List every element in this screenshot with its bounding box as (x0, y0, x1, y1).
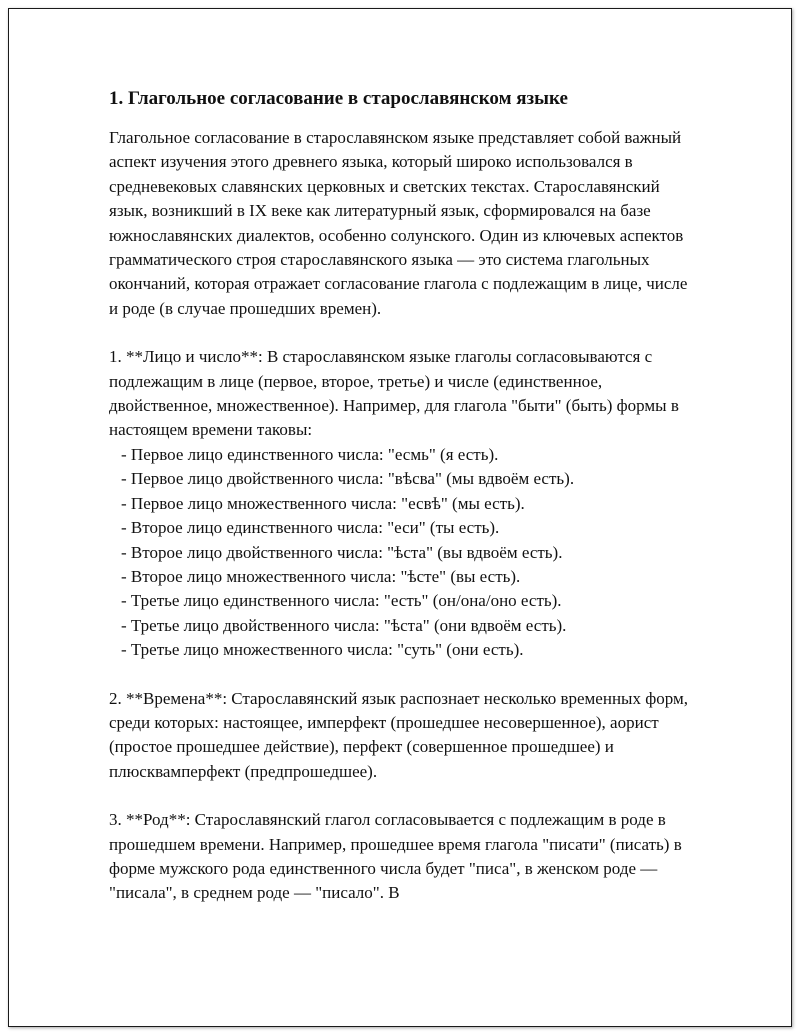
list-item: - Второе лицо единственного числа: "еси" (ты есть). (121, 518, 500, 538)
list-item: - Первое лицо множественного числа: "есвѣ" (мы есть). (121, 493, 525, 513)
list-item: - Первое лицо единственного числа: "есмь" (я есть). (121, 444, 499, 464)
list-item: - Второе лицо множественного числа: "ѣсте" (вы есть). (121, 566, 521, 586)
list-item: - Третье лицо единственного числа: "есть" (он/она/оно есть). (121, 591, 562, 611)
list-item: - Третье лицо множественного числа: "суть" (они есть). (121, 640, 524, 660)
list-item: - Второе лицо двойственного числа: "ѣста" (вы вдвоём есть). (121, 542, 563, 562)
section-gender: 3. **Род**: Старославянский глагол согласовывается с подлежащим в роде в прошедшем времени. Например, прошедшее время глагола "писати" (писать) в форме мужского рода единственного числа будет "писа", в женском роде — "писала", в среднем роде — "писало". В (109, 810, 682, 903)
section-person-number: 1. **Лицо и число**: В старославянском языке глаголы согласовываются с подлежащим в лице (первое, второе, третье) и числе (единственное, двойственное, множественное). Например, для глагола "быти" (быть) формы в настоящем времени таковы: (109, 347, 679, 440)
section-tenses: 2. **Времена**: Старославянский язык распознает несколько временных форм, среди которых: настоящее, имперфект (прошедшее несовершенное), аорист (простое прошедшее действие), перфект (совершенное прошедшее) и плюсквамперфект (предпрошедшее). (109, 688, 688, 781)
document-content (109, 86, 689, 930)
document-title: 1. Глагольное согласование в старославянском языке (109, 88, 568, 109)
list-item: - Третье лицо двойственного числа: "ѣста" (они вдвоём есть). (121, 615, 567, 635)
intro-paragraph: Глагольное согласование в старославянском языке представляет собой важный аспект изучения этого древнего языка, который широко использовался в средневековых славянских церковных и светских текстах. Старославянский язык, возникший в IX веке как литературный язык, сформировался на базе южнославянских диалектов, особенно солунского. Один из ключевых аспектов грамматического строя старославянского языка — это система глагольных окончаний, которая отражает согласование глагола с подлежащим в лице, числе и роде (в случае прошедших времен). (109, 128, 688, 318)
verb-forms-list (109, 443, 689, 663)
list-item: - Первое лицо двойственного числа: "вѣсва" (мы вдвоём есть). (121, 469, 575, 489)
